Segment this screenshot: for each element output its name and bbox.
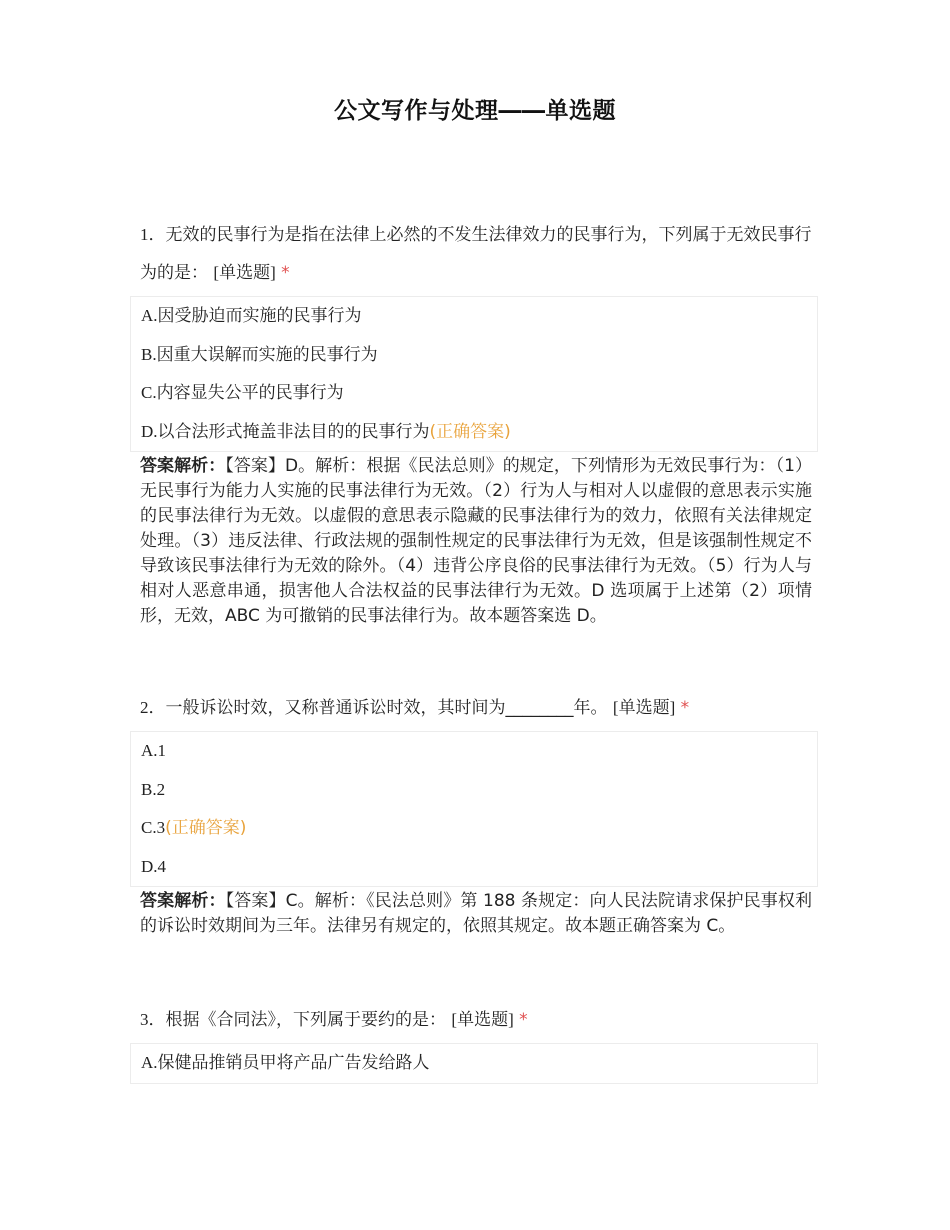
- answer-analysis: [140, 454, 812, 629]
- required-star-icon: *: [680, 698, 690, 718]
- option-letter: C.: [141, 818, 157, 837]
- question-2: [140, 689, 812, 939]
- correct-answer-mark: (正确答案): [165, 818, 247, 838]
- question-text: [140, 689, 812, 727]
- option-c[interactable]: [141, 374, 817, 413]
- option-letter: A.: [141, 741, 158, 760]
- options-list: [130, 731, 818, 887]
- question-3: [140, 1001, 812, 1084]
- required-star-icon: *: [519, 1010, 528, 1030]
- page-title: 公文写作与处理――单选题: [334, 98, 616, 124]
- analysis-text: 【答案】C。解析：《民法总则》第 188 条规定：向人民法院请求保护民事权利的诉讼时效期间为三年。法律另有规定的，依照其规定。故本题正确答案为 C。: [140, 891, 812, 936]
- question-type-tag: [单选题]: [451, 1010, 514, 1029]
- option-letter: B.: [141, 779, 157, 799]
- question-type-tag: [单选题]: [213, 263, 276, 282]
- correct-answer-mark: (正确答案): [429, 421, 511, 442]
- question-stem: 根据《合同法》，下列属于要约的是：: [165, 1010, 446, 1030]
- option-letter: A.: [141, 1053, 158, 1072]
- option-a[interactable]: [141, 732, 817, 771]
- option-d[interactable]: [141, 413, 817, 452]
- option-letter: A.: [141, 306, 158, 325]
- question-number: 2．: [140, 698, 166, 717]
- question-text: [140, 216, 812, 292]
- option-b[interactable]: [141, 336, 817, 375]
- option-text: 因受胁迫而实施的民事行为: [157, 306, 362, 326]
- options-list: [130, 296, 818, 452]
- options-list: [130, 1043, 818, 1084]
- required-star-icon: *: [281, 263, 290, 283]
- option-d[interactable]: [141, 848, 817, 887]
- option-letter: B.: [141, 344, 157, 364]
- analysis-label: 答案解析：: [140, 456, 226, 476]
- question-1: [140, 216, 812, 629]
- answer-analysis: [140, 889, 812, 939]
- option-c[interactable]: [141, 809, 817, 848]
- option-text: 1: [157, 741, 167, 760]
- option-b[interactable]: [141, 771, 817, 810]
- question-text: [140, 1001, 812, 1039]
- analysis-text: 【答案】D。解析：根据《民法总则》的规定，下列情形为无效民事行为：（1）无民事行为能力人实施的民事法律行为无效。（2）行为人与相对人以虚假的意思表示实施的民事法律行为无效。以虚假的意思表示隐藏的民事法律行为的效力，依照有关法律规定处理。（3）违反法律、行政法规的强制性规定的民事法律行为无效，但是该强制性规定不导致该民事法律行为无效的除外。（4）违背公序良俗的民事法律行为无效。（5）行为人与相对人恶意串通，损害他人合法权益的民事法律行为无效。D 选项属于上述第（2）项情形，无效，ABC 为可撤销的民事法律行为。故本题答案选 D。: [140, 456, 813, 626]
- question-number: 1．: [140, 225, 166, 244]
- option-letter: D.: [141, 421, 158, 441]
- option-text: 保健品推销员甲将产品广告发给路人: [157, 1053, 430, 1073]
- option-text: 因重大误解而实施的民事行为: [156, 344, 378, 365]
- question-number: 3．: [140, 1010, 166, 1029]
- option-a[interactable]: [141, 297, 817, 336]
- option-text: 内容显失公平的民事行为: [156, 383, 344, 403]
- question-type-tag: [单选题]: [612, 698, 676, 717]
- question-stem: 一般诉讼时效，又称普通诉讼时效，其时间为________年。: [165, 698, 608, 718]
- option-text: 4: [157, 856, 167, 876]
- option-text: 以合法形式掩盖非法目的的民事行为: [157, 421, 430, 442]
- question-stem: 无效的民事行为是指在法律上必然的不发生法律效力的民事行为，下列属于无效民事行为的是：: [140, 225, 812, 283]
- analysis-label: 答案解析：: [140, 891, 226, 911]
- option-text: 2: [156, 779, 166, 799]
- option-text: 3: [156, 818, 166, 837]
- option-letter: D.: [141, 856, 158, 876]
- option-letter: C.: [141, 383, 157, 402]
- option-a[interactable]: [141, 1044, 817, 1083]
